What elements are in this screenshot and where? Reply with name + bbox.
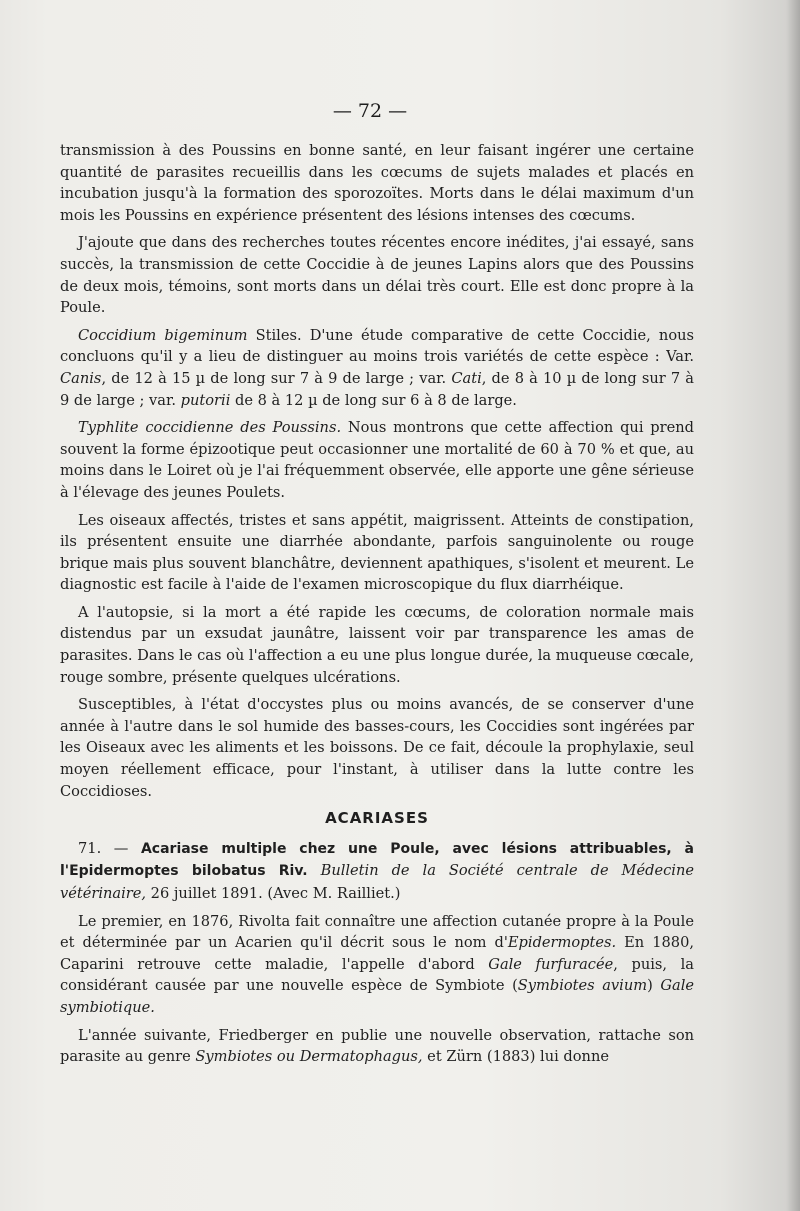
variety-name: Cati: [451, 369, 482, 387]
paragraph-typhlite: [60, 417, 694, 503]
text-run: 26 juillet 1891. (Avec M. Railliet.): [146, 885, 401, 902]
text-run: ): [647, 977, 661, 995]
body-text: [60, 140, 694, 1074]
paragraph-autopsy: A l'autopsie, si la mort a été rapide les cœcums, de coloration normale mais distendus par un exsudat jaunâtre, laissent voir par transparence les amas de parasites. Dans le cas où l'affection a eu une plus longue durée, la muqueuse cœcale, rouge sombre, présente quelques ulcérations.: [60, 603, 694, 686]
text-run: Stiles. D'une étude comparative de cette Coccidie, nous concluons qu'il y a lieu de distinguer au moins trois variétés de cette espèce : Var.: [60, 326, 694, 366]
paragraph-lapins: J'ajoute que dans des recherches toutes récentes encore inédites, j'ai essayé, sans succès, la transmission de cette Coccidie à de jeunes Lapins alors que des Poussins de deux mois, témoins, sont morts dans un délai très court. Elle est donc propre à la Poule.: [60, 234, 694, 317]
text-run: Nous montrons que cette affection qui prend souvent la forme épizootique peut occasionner une mortalité de 60 à 70 % et que, au moins dans le Loiret où je l'ai fréquemment observée, elle apporte une gêne sérieuse à l'élevage des jeunes Poulets.: [60, 419, 694, 501]
paragraph-rivolta: [60, 911, 694, 1019]
text-run: de 8 à 12 µ de long sur 6 à 8 de large.: [230, 391, 517, 409]
journal-name: Bulletin de la Société centrale de Médecine vétérinaire,: [60, 862, 694, 902]
text-run: En 1880, Caparini retrouve cette maladie, l'appelle d'abord: [60, 934, 695, 973]
variety-name: Canis: [60, 369, 102, 387]
section-title: Typhlite coccidienne des Poussins.: [78, 419, 342, 437]
italic-term: Epidermoptes.: [507, 934, 617, 952]
text-run: , de 8 à 10 µ de long sur 7 à 9 de large ; var.: [60, 369, 694, 409]
text-run: L'année suivante, Friedberger en publie une nouvelle observation, rattache son parasite au genre: [60, 1026, 694, 1066]
italic-term: Gale symbiotique.: [60, 977, 695, 1016]
paragraph-prophylaxis: Susceptibles, à l'état d'occystes plus ou moins avancés, de se conserver d'une année à l'autre dans le sol humide des basses-cours, les Coccidies sont ingérées par les Oiseaux avec les aliments et les boissons. De ce fait, découle la prophylaxie, seul moyen réellement efficace, pour l'instant, à utiliser dans la lutte contre les Coccidioses.: [60, 696, 694, 800]
section-heading: ACARIASES: [325, 809, 429, 828]
paragraph-coccidium: [60, 325, 694, 411]
entry-number: 71. —: [78, 839, 141, 857]
entry-title: Acariase multiple chez une Poule, avec lésions attribuables, à l'Epidermoptes bilobatus Riv.: [60, 840, 694, 880]
paragraph-entry-71: [60, 838, 694, 905]
text-run: Le premier, en 1876, Rivolta fait connaître une affection cutanée propre à la Poule et déterminée par un Acarien qu'il décrit sous le nom d': [60, 912, 694, 952]
paragraph-friedberger: [60, 1025, 694, 1068]
paragraph-symptoms: Les oiseaux affectés, tristes et sans appétit, maigrissent. Atteints de constipation, ils présentent ensuite une diarrhée abondante, parfois sanguinolente ou rouge brique mais plus souvent blanchâtre, deviennent apathiques, s'isolent et meurent. Le diagnostic est facile à l'aide de l'examen microscopique du flux diarrhéique.: [60, 511, 694, 594]
text-run: et Zürn (1883) lui donne: [422, 1048, 609, 1066]
paragraph-transmission: transmission à des Poussins en bonne santé, en leur faisant ingérer une certaine quantité de parasites recueillis dans les cœcums de sujets malades et placés en incubation jusqu'à la formation des sporozoïtes. Morts dans le délai maximum d'un mois les Poussins en expérience présentent des lésions intenses des cœcums.: [60, 142, 694, 224]
italic-term: Symbiotes avium: [517, 977, 648, 995]
variety-name: putorii: [180, 391, 231, 409]
italic-term: Symbiotes ou Dermatophagus,: [195, 1048, 423, 1066]
italic-term: Gale furfuracée: [488, 955, 614, 973]
species-name: Coccidium bigeminum: [78, 326, 248, 344]
text-run: , de 12 à 15 µ de long sur 7 à 9 de large ; var.: [101, 369, 452, 387]
text-run: , puis, la considérant causée par une nouvelle espèce de Symbiote (: [60, 955, 694, 995]
page-number: — 72 —: [332, 100, 408, 122]
